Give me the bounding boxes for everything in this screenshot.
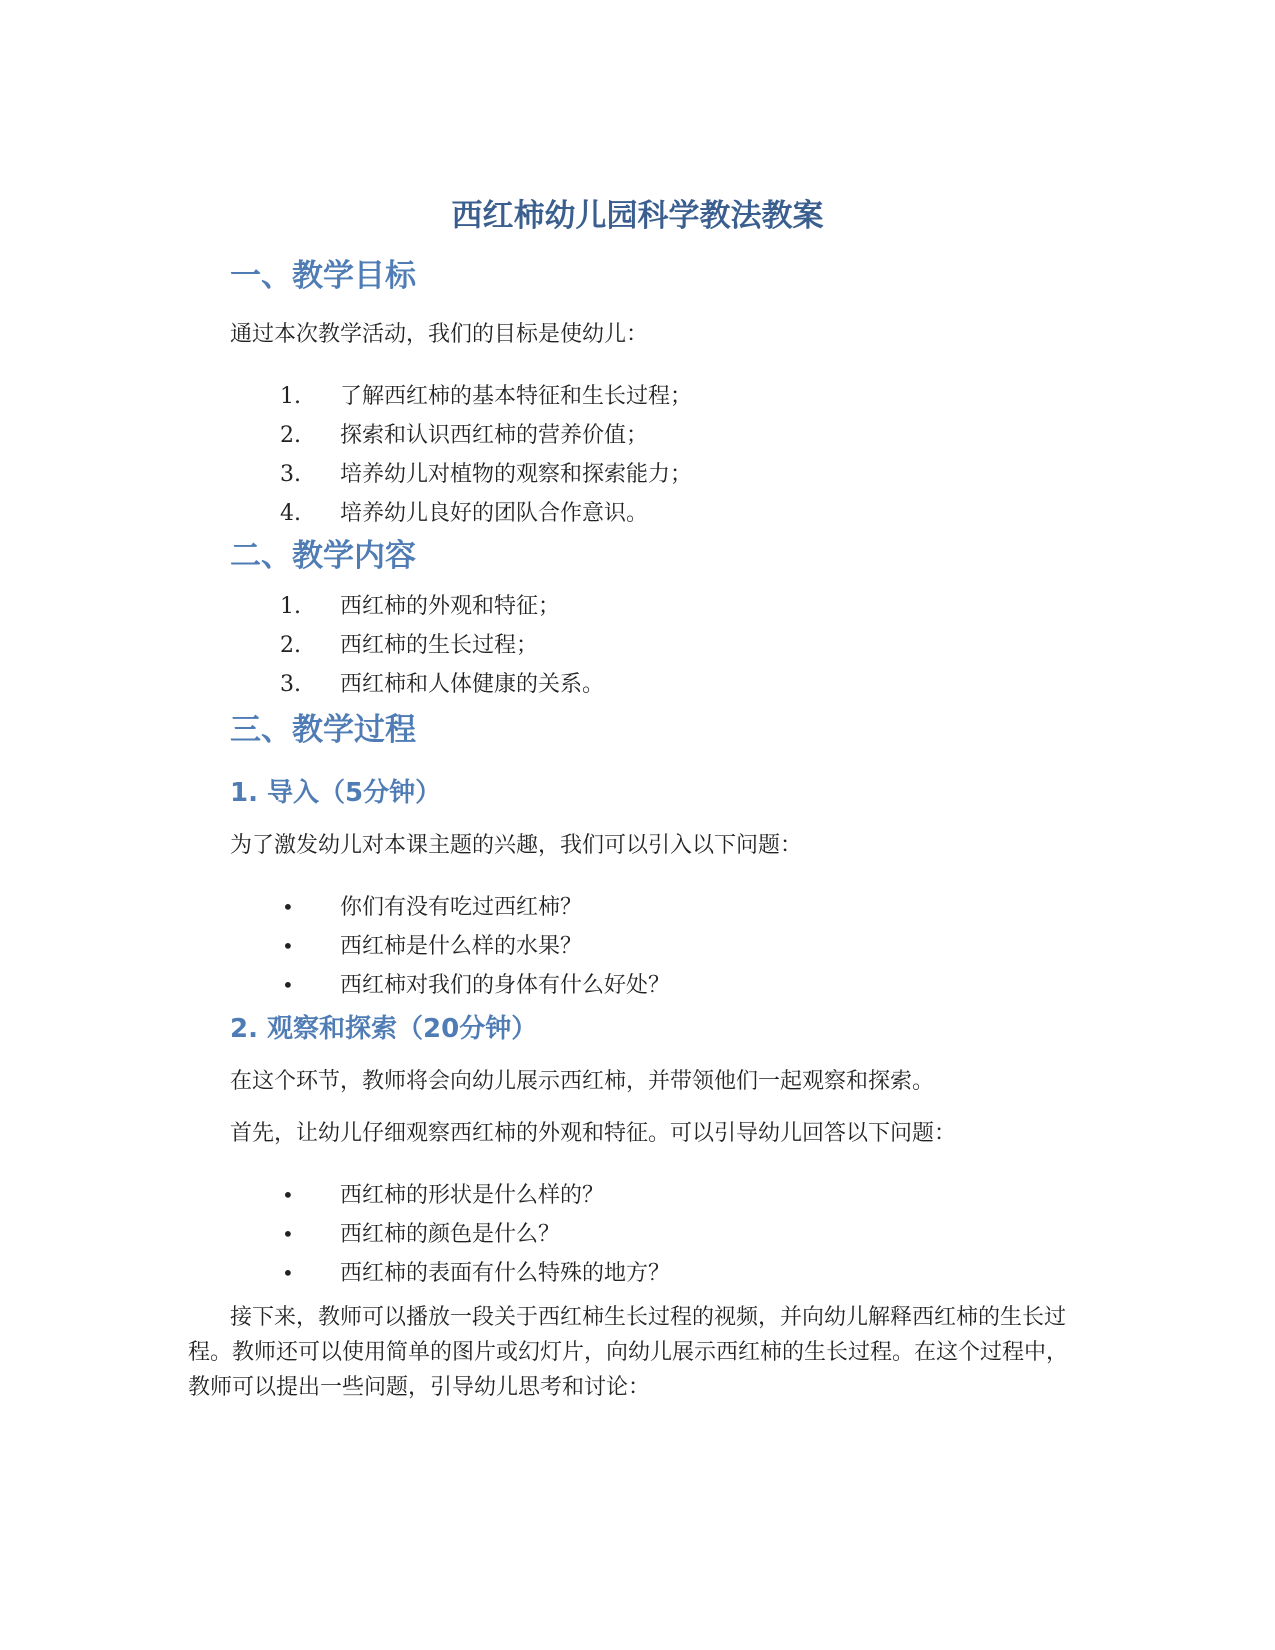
bullet-icon: •: [282, 973, 294, 997]
goals-intro: 通过本次教学活动，我们的目标是使幼儿：: [230, 322, 649, 347]
document-title: 西红柿幼儿园科学教法教案: [451, 198, 824, 234]
step2-paragraph-1: 在这个环节，教师将会向幼儿展示西红柿，并带领他们一起观察和探索。: [230, 1069, 935, 1094]
list-number: 4.: [280, 501, 301, 526]
bullet-icon: •: [282, 895, 294, 919]
section-heading-goals: 一、教学目标: [230, 258, 416, 294]
list-number: 3.: [280, 672, 301, 697]
list-item-text: 探索和认识西红柿的营养价值；: [340, 423, 649, 448]
list-item-text: 西红柿的外观和特征；: [340, 594, 561, 619]
list-number: 3.: [280, 462, 301, 487]
list-item-text: 西红柿是什么样的水果？: [340, 934, 583, 959]
section-heading-content: 二、教学内容: [230, 538, 416, 574]
list-number: 2.: [280, 423, 301, 448]
bullet-icon: •: [282, 1261, 294, 1285]
list-item-text: 西红柿对我们的身体有什么好处？: [340, 973, 671, 998]
list-item-text: 培养幼儿对植物的观察和探索能力；: [340, 462, 693, 487]
bullet-icon: •: [282, 934, 294, 958]
list-item-text: 培养幼儿良好的团队合作意识。: [340, 501, 649, 526]
section-heading-process: 三、教学过程: [230, 712, 416, 748]
step2-paragraph-2: 首先，让幼儿仔细观察西红柿的外观和特征。可以引导幼儿回答以下问题：: [230, 1121, 957, 1146]
step1-heading: 1. 导入（5分钟）: [230, 778, 442, 808]
list-item-text: 了解西红柿的基本特征和生长过程；: [340, 384, 693, 409]
list-item-text: 西红柿的形状是什么样的？: [340, 1183, 605, 1208]
list-item-text: 西红柿的表面有什么特殊的地方？: [340, 1261, 671, 1286]
bullet-icon: •: [282, 1222, 294, 1246]
list-item-text: 西红柿的生长过程；: [340, 633, 539, 658]
step2-heading: 2. 观察和探索（20分钟）: [230, 1014, 538, 1044]
list-item-text: 你们有没有吃过西红柿？: [340, 895, 583, 920]
list-number: 1.: [280, 594, 301, 619]
step1-intro: 为了激发幼儿对本课主题的兴趣，我们可以引入以下问题：: [230, 833, 803, 858]
list-number: 2.: [280, 633, 301, 658]
list-item-text: 西红柿和人体健康的关系。: [340, 672, 605, 697]
step2-paragraph-3: 接下来，教师可以播放一段关于西红柿生长过程的视频，并向幼儿解释西红柿的生长过程。教师还可以使用简单的图片或幻灯片，向幼儿展示西红柿的生长过程。在这个过程中，教师可以提出一些问题，引导幼儿思考和讨论：: [188, 1305, 1069, 1400]
bullet-icon: •: [282, 1183, 294, 1207]
list-number: 1.: [280, 384, 301, 409]
list-item-text: 西红柿的颜色是什么？: [340, 1222, 561, 1247]
